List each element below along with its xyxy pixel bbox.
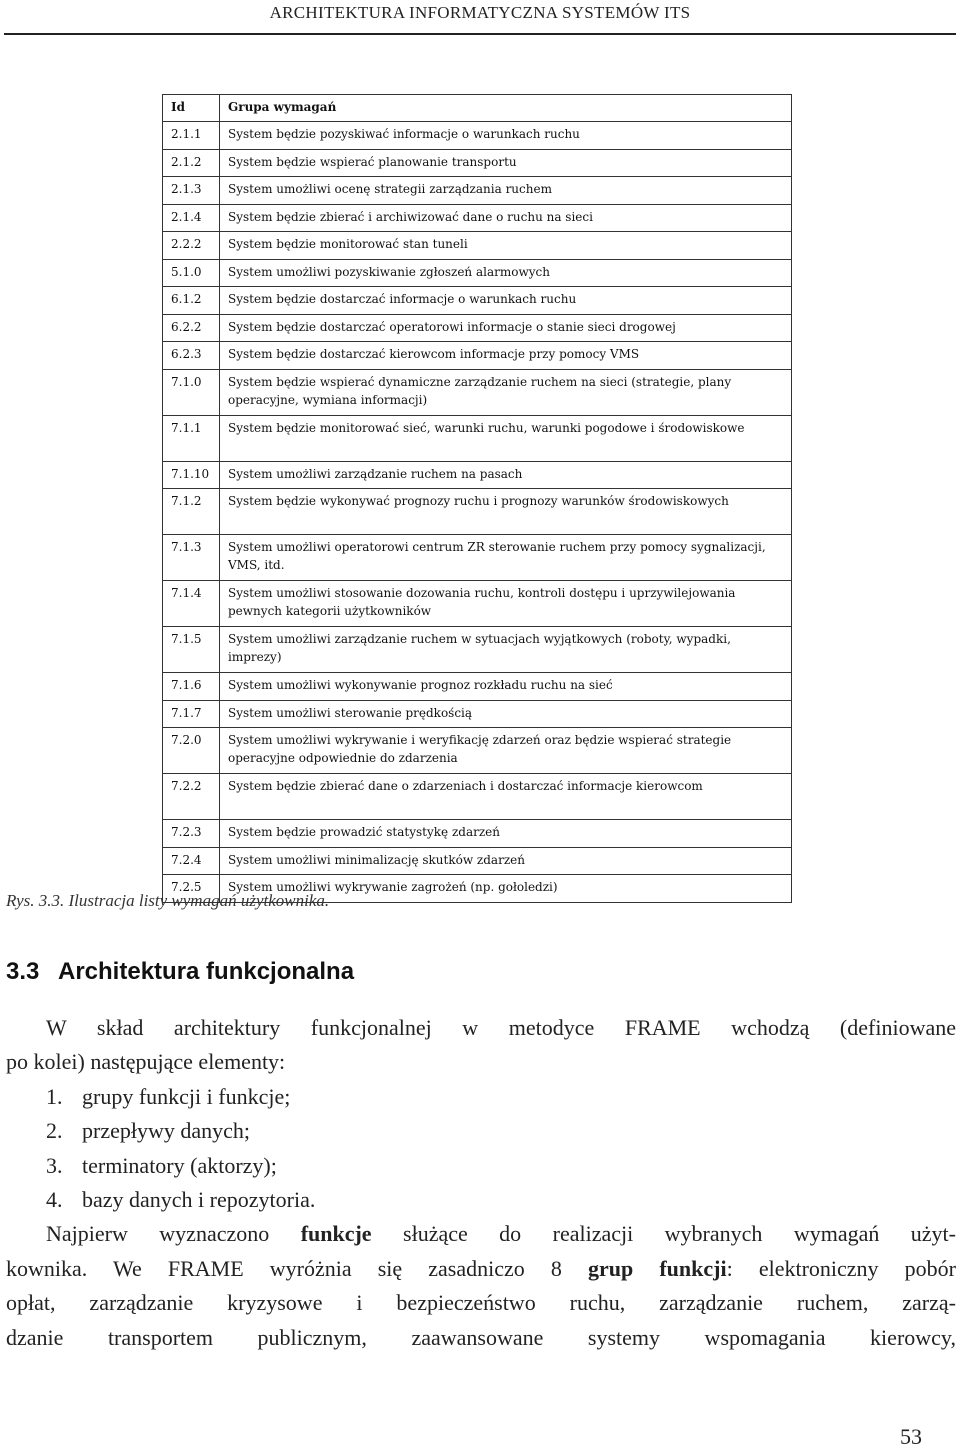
table-row [163,700,792,728]
requirement-id: 7.1.6 [163,673,220,701]
requirement-id: 7.2.3 [163,820,220,848]
requirement-id: 7.2.5 [163,875,220,903]
list-item [6,1080,956,1114]
section-number: 3.3 [6,958,40,985]
requirement-id: 7.1.5 [163,627,220,673]
requirement-text: System będzie wspierać dynamiczne zarządzanie ruchem na sieci (strategie, plany operacyjne, wymiana informacji) [220,369,792,415]
requirement-id: 2.1.1 [163,122,220,150]
table-row [163,122,792,150]
requirement-id: 7.2.2 [163,774,220,820]
requirement-text: System umożliwi wykonywanie prognoz rozkładu ruchu na sieć [220,673,792,701]
requirement-id: 6.2.3 [163,342,220,370]
bold-term-funkcje: funkcje [300,1221,372,1247]
requirement-id: 7.1.1 [163,415,220,461]
table-row [163,461,792,489]
table-header-row [163,95,792,122]
table-row [163,774,792,820]
running-header: ARCHITEKTURA INFORMATYCZNA SYSTEMÓW ITS [269,3,691,22]
requirement-text: System będzie pozyskiwać informacje o warunkach ruchu [220,122,792,150]
requirement-text: System umożliwi wykrywanie zagrożeń (np. gołoledzi) [220,875,792,903]
list-number: 2. [46,1118,63,1144]
list-text: grupy funkcji i funkcje; [82,1083,291,1109]
list-item [6,1183,956,1217]
requirement-id: 2.1.3 [163,177,220,205]
column-header-group: Grupa wymagań [220,95,792,122]
paragraph-line [6,1252,956,1286]
table-row [163,627,792,673]
text-run: kownika. We FRAME wyróżnia się zasadniczo 8 [6,1255,588,1281]
requirement-text: System umożliwi wykrywanie i weryfikację zdarzeń oraz będzie wspierać strategie operacyjne odpowiednie do zdarzenia [220,728,792,774]
body-text [6,1011,956,1355]
paragraph-line: po kolei) następujące elementy: [6,1049,286,1075]
requirement-text: System będzie monitorować stan tuneli [220,232,792,260]
requirement-id: 2.1.4 [163,204,220,232]
requirement-id: 2.1.2 [163,149,220,177]
requirement-text: System będzie zbierać dane o zdarzeniach i dostarczać informacje kierowcom [220,774,792,820]
requirement-id: 7.1.3 [163,535,220,581]
requirement-id: 2.2.2 [163,232,220,260]
table-row [163,232,792,260]
text-run: służące do realizacji wybranych wymagań użyt- [371,1221,956,1247]
page-number: 53 [900,1424,922,1449]
requirement-text: System umożliwi stosowanie dozowania ruchu, kontroli dostępu i uprzywilejowania pewnych kategorii użytkowników [220,581,792,627]
figure-caption: Rys. 3.3. Ilustracja listy wymagań użytkownika. [6,891,330,910]
requirement-id: 7.1.4 [163,581,220,627]
list-text: przepływy danych; [82,1118,250,1144]
requirements-table-body [163,122,792,903]
requirement-text: System będzie wykonywać prognozy ruchu i prognozy warunków środowiskowych [220,489,792,535]
paragraph-line: dzanie transportem publicznym, zaawansowane systemy wspomagania kierowcy, [6,1324,956,1350]
table-row [163,415,792,461]
paragraph-line: opłat, zarządzanie kryzysowe i bezpieczeństwo ruchu, zarządzanie ruchem, zarzą- [6,1290,956,1316]
requirement-text: System umożliwi zarządzanie ruchem w sytuacjach wyjątkowych (roboty, wypadki, imprezy) [220,627,792,673]
table-row [163,581,792,627]
header-rule [4,33,956,35]
table-row [163,847,792,875]
table-row [163,342,792,370]
section-heading [6,958,354,986]
requirement-text: System umożliwi sterowanie prędkością [220,700,792,728]
requirement-text: System umożliwi operatorowi centrum ZR sterowanie ruchem przy pomocy sygnalizacji, VMS, itd. [220,535,792,581]
requirement-text: System będzie zbierać i archiwizować dane o ruchu na sieci [220,204,792,232]
bold-term-grup-funkcji: grup funkcji [588,1255,727,1281]
requirement-text: System będzie monitorować sieć, warunki ruchu, warunki pogodowe i środowiskowe [220,415,792,461]
requirement-text: System będzie dostarczać operatorowi informacje o stanie sieci drogowej [220,314,792,342]
text-run: : elektroniczny pobór [726,1255,956,1281]
list-number: 3. [46,1152,63,1178]
requirement-text: System umożliwi pozyskiwanie zgłoszeń alarmowych [220,259,792,287]
requirement-id: 7.1.0 [163,369,220,415]
table-row [163,489,792,535]
requirement-id: 6.1.2 [163,287,220,315]
requirement-id: 7.1.7 [163,700,220,728]
requirement-text: System umożliwi ocenę strategii zarządzania ruchem [220,177,792,205]
requirement-text: System umożliwi minimalizację skutków zdarzeń [220,847,792,875]
list-item [6,1114,956,1148]
table-row [163,535,792,581]
requirement-text: System będzie dostarczać informacje o warunkach ruchu [220,287,792,315]
table-row [163,673,792,701]
requirement-text: System umożliwi zarządzanie ruchem na pasach [220,461,792,489]
requirement-id: 5.1.0 [163,259,220,287]
table-row [163,369,792,415]
table-row [163,204,792,232]
text-run: Najpierw wyznaczono [46,1221,301,1247]
list-item [6,1149,956,1183]
table-row [163,149,792,177]
requirement-text: System będzie dostarczać kierowcom informacje przy pomocy VMS [220,342,792,370]
section-title: Architektura funkcjonalna [58,958,355,985]
list-text: bazy danych i repozytoria. [82,1187,316,1213]
list-number: 4. [46,1187,63,1213]
requirement-id: 7.1.2 [163,489,220,535]
requirement-id: 6.2.2 [163,314,220,342]
column-header-id: Id [163,95,220,122]
requirements-table [162,94,792,903]
requirement-text: System będzie wspierać planowanie transportu [220,149,792,177]
table-row [163,820,792,848]
requirement-id: 7.1.10 [163,461,220,489]
table-row [163,287,792,315]
requirement-id: 7.2.0 [163,728,220,774]
table-row [163,728,792,774]
table-row [163,314,792,342]
table-row [163,177,792,205]
table-row [163,259,792,287]
paragraph-line: W skład architektury funkcjonalnej w metodyce FRAME wchodzą (definiowane [46,1015,956,1040]
requirement-id: 7.2.4 [163,847,220,875]
list-text: terminatory (aktorzy); [82,1152,277,1178]
requirements-figure [162,94,792,903]
paragraph-line [6,1217,956,1251]
list-number: 1. [46,1083,63,1109]
requirement-text: System będzie prowadzić statystykę zdarzeń [220,820,792,848]
